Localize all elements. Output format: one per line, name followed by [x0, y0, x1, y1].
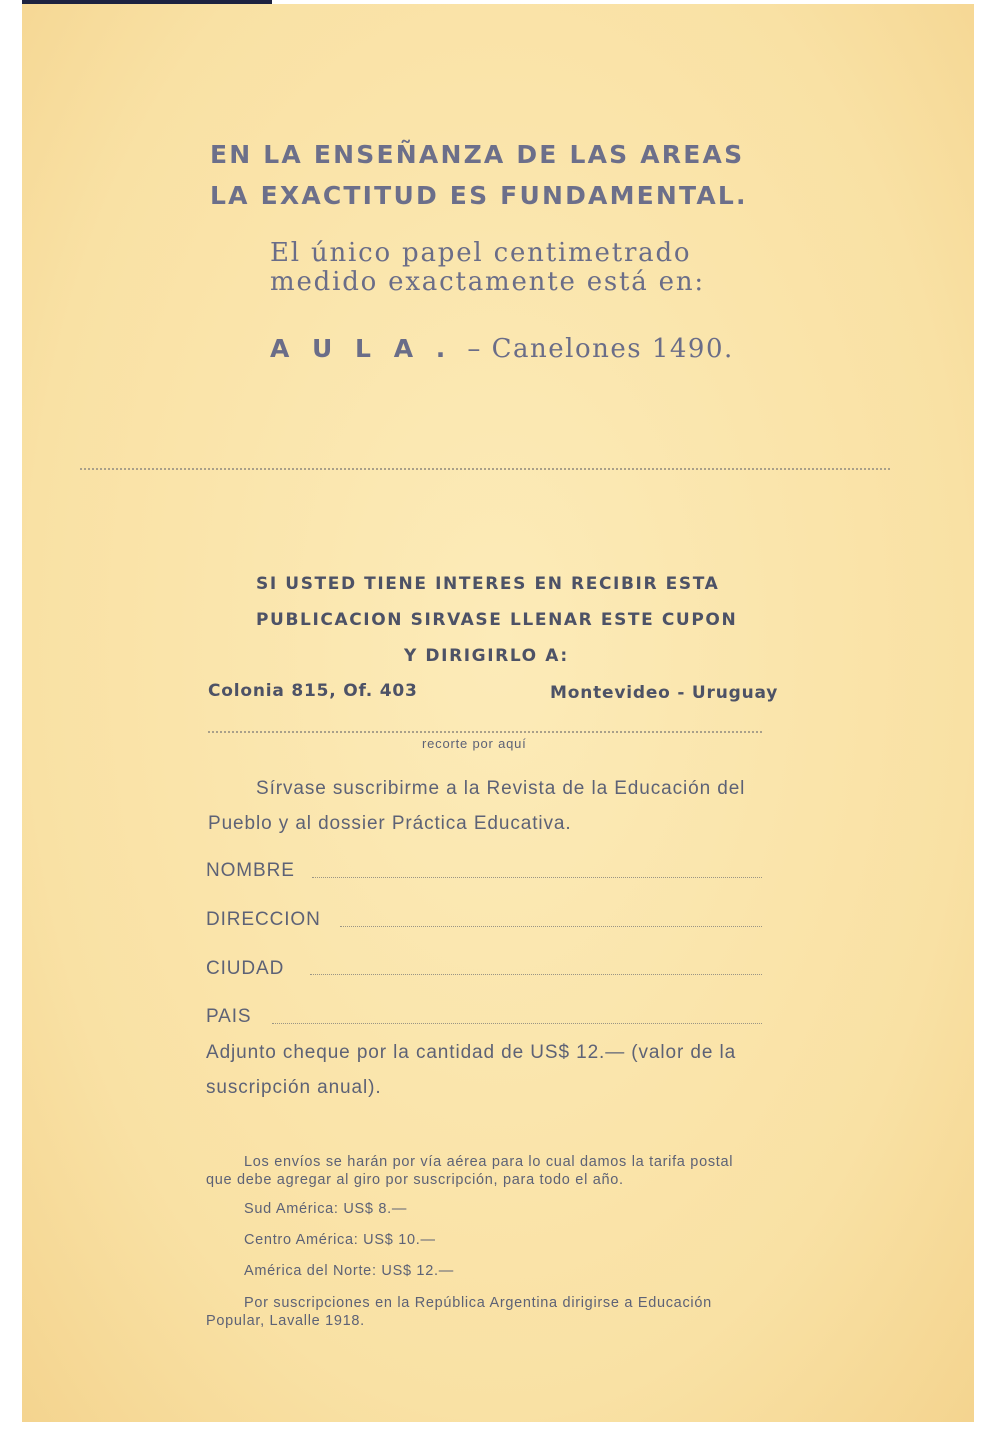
rate-sud-america: Sud América: US$ 8.—	[244, 1201, 408, 1217]
payment-line1: Adjunto cheque por la cantidad de US$ 12.— (valor de la	[206, 1042, 737, 1063]
ad-company-address: – Canelones 1490.	[467, 334, 734, 364]
shipping-line1: Los envíos se harán por vía aérea para lo cual damos la tarifa postal	[244, 1154, 734, 1170]
coupon-office-address: Colonia 815, Of. 403	[208, 681, 418, 701]
cut-label: recorte por aquí	[422, 736, 527, 751]
field-line-direccion[interactable]	[340, 926, 762, 927]
field-line-nombre[interactable]	[312, 877, 762, 878]
rate-centro-america: Centro América: US$ 10.—	[244, 1232, 436, 1248]
argentina-line1: Por suscripciones en la República Argentina dirigirse a Educación	[244, 1295, 712, 1311]
printed-page	[22, 4, 974, 1422]
request-line1: Sírvase suscribirme a la Revista de la Educación del	[256, 778, 746, 799]
cut-line	[208, 731, 762, 733]
ad-separator-line	[80, 468, 890, 470]
argentina-line2: Popular, Lavalle 1918.	[206, 1313, 365, 1329]
shipping-line2: que debe agregar al giro por suscripción, para todo el año.	[206, 1172, 624, 1188]
ad-subline1: El único papel centimetrado	[270, 238, 692, 268]
field-line-pais[interactable]	[272, 1023, 762, 1024]
ad-company-name: A U L A .	[270, 334, 453, 363]
coupon-intro-line3: Y DIRIGIRLO A:	[404, 646, 569, 666]
field-line-ciudad[interactable]	[310, 974, 762, 975]
request-line2: Pueblo y al dossier Práctica Educativa.	[208, 813, 572, 834]
coupon-intro-line1: SI USTED TIENE INTERES EN RECIBIR ESTA	[256, 574, 720, 594]
ad-headline-line1: EN LA ENSEÑANZA DE LAS AREAS	[210, 140, 745, 169]
ad-headline-line2: LA EXACTITUD ES FUNDAMENTAL.	[210, 181, 748, 210]
coupon-city: Montevideo - Uruguay	[550, 683, 779, 703]
field-label-direccion: DIRECCION	[206, 909, 321, 930]
payment-line2: suscripción anual).	[206, 1077, 382, 1098]
rate-america-norte: América del Norte: US$ 12.—	[244, 1263, 454, 1279]
coupon-intro-line2: PUBLICACION SIRVASE LLENAR ESTE CUPON	[256, 610, 738, 630]
ad-company-line	[270, 334, 734, 364]
field-label-nombre: NOMBRE	[206, 860, 295, 881]
field-label-pais: PAIS	[206, 1006, 252, 1027]
ad-subline2: medido exactamente está en:	[270, 267, 705, 297]
field-label-ciudad: CIUDAD	[206, 958, 285, 979]
